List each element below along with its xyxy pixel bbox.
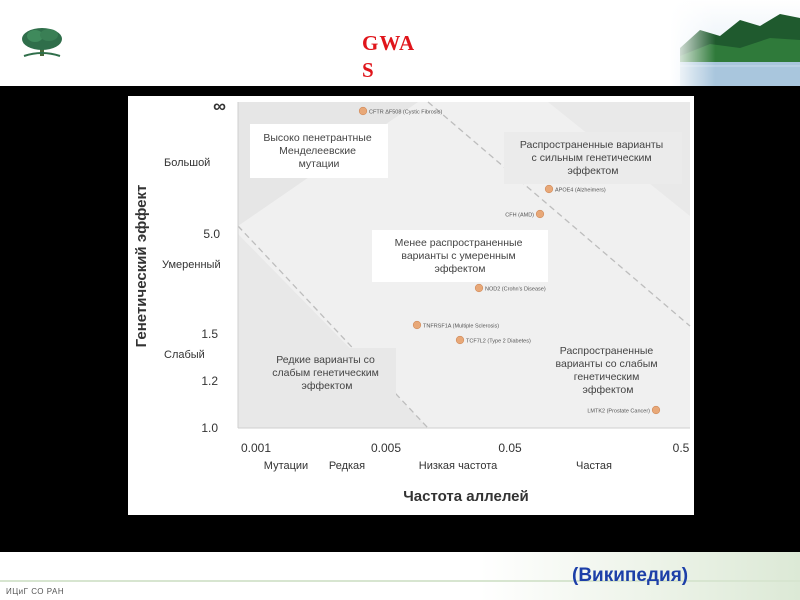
y-tick-label: 1.2 <box>201 374 218 388</box>
gene-point-label: CFH (AMD) <box>505 212 534 219</box>
slide-title-line1: GWA <box>362 31 416 55</box>
gene-point-marker <box>475 284 483 292</box>
y-tick-label: ∞ <box>213 96 226 116</box>
region-line: Редкие варианты со <box>276 354 375 366</box>
source-caption: (Википедия) <box>572 565 689 586</box>
region-line: варианты с умеренным <box>401 250 516 262</box>
x-axis-title: Частота аллелей <box>403 488 529 505</box>
slide-title <box>362 30 432 84</box>
region-less-common-moderate <box>372 230 548 282</box>
region-line: генетическим <box>573 371 640 383</box>
region-line: эффектом <box>434 263 486 275</box>
gene-point-label: TCF7L2 (Type 2 Diabetes) <box>466 338 531 345</box>
gwas-effect-frequency-figure <box>128 96 694 515</box>
x-category-label: Низкая частота <box>418 460 498 472</box>
y-effect-label-moderate: Умеренный <box>162 259 221 271</box>
region-line: Распространенные <box>559 345 654 357</box>
x-tick-label: 0.5 <box>672 441 690 455</box>
gene-point-marker <box>545 185 553 193</box>
region-line: Менее распространенные <box>394 237 523 249</box>
y-effect-label-weak: Слабый <box>164 349 205 361</box>
lake-landscape-image <box>670 0 800 86</box>
region-high-penetrance <box>250 124 388 178</box>
slide-header <box>0 0 800 86</box>
region-line: слабым генетическим <box>272 367 379 379</box>
region-line: эффектом <box>582 384 634 396</box>
region-line: Распространенные варианты <box>519 139 664 151</box>
x-tick-label: 0.001 <box>240 441 272 455</box>
gene-point-label: CFTR ΔF508 (Cystic Fibrosis) <box>369 109 443 116</box>
y-tick-label: 1.5 <box>201 327 218 341</box>
gene-point-marker <box>536 210 544 218</box>
region-line: эффектом <box>301 380 353 392</box>
gene-point-label: TNFRSF1A (Multiple Sclerosis) <box>423 323 500 330</box>
gene-point-marker <box>413 321 421 329</box>
region-line: Высоко пенетрантные <box>263 132 372 144</box>
x-category-label: Частая <box>576 460 612 472</box>
region-line: эффектом <box>567 165 619 177</box>
y-effect-label-large: Большой <box>164 157 211 169</box>
region-line: с сильным генетическим <box>531 152 652 164</box>
region-line: мутации <box>298 158 340 170</box>
gene-point-label: APOE4 (Alzheimers) <box>555 187 606 194</box>
gene-point-marker <box>359 107 367 115</box>
y-axis-title: Генетический эффект <box>133 184 150 348</box>
gene-point-marker <box>652 406 660 414</box>
slide-title-line2: S <box>362 58 375 82</box>
gene-point-marker <box>456 336 464 344</box>
gene-point-label: LMTK2 (Prostate Cancer) <box>587 408 650 415</box>
gene-point-label: NOD2 (Crohn's Disease) <box>485 286 546 293</box>
y-tick-label: 1.0 <box>201 421 218 435</box>
region-common-strong <box>504 132 682 184</box>
y-tick-label: 5.0 <box>203 227 220 241</box>
region-line: Менделеевские <box>279 145 357 157</box>
region-line: варианты со слабым <box>555 358 658 370</box>
x-category-label: Редкая <box>328 460 366 472</box>
x-tick-label: 0.05 <box>498 441 522 455</box>
tree-logo-icon <box>20 26 64 58</box>
x-tick-label: 0.005 <box>370 441 402 455</box>
footer-institute-label: ИЦиГ СО РАН <box>6 587 65 596</box>
x-category-label: Мутации <box>263 460 309 472</box>
region-rare-weak <box>258 348 396 402</box>
